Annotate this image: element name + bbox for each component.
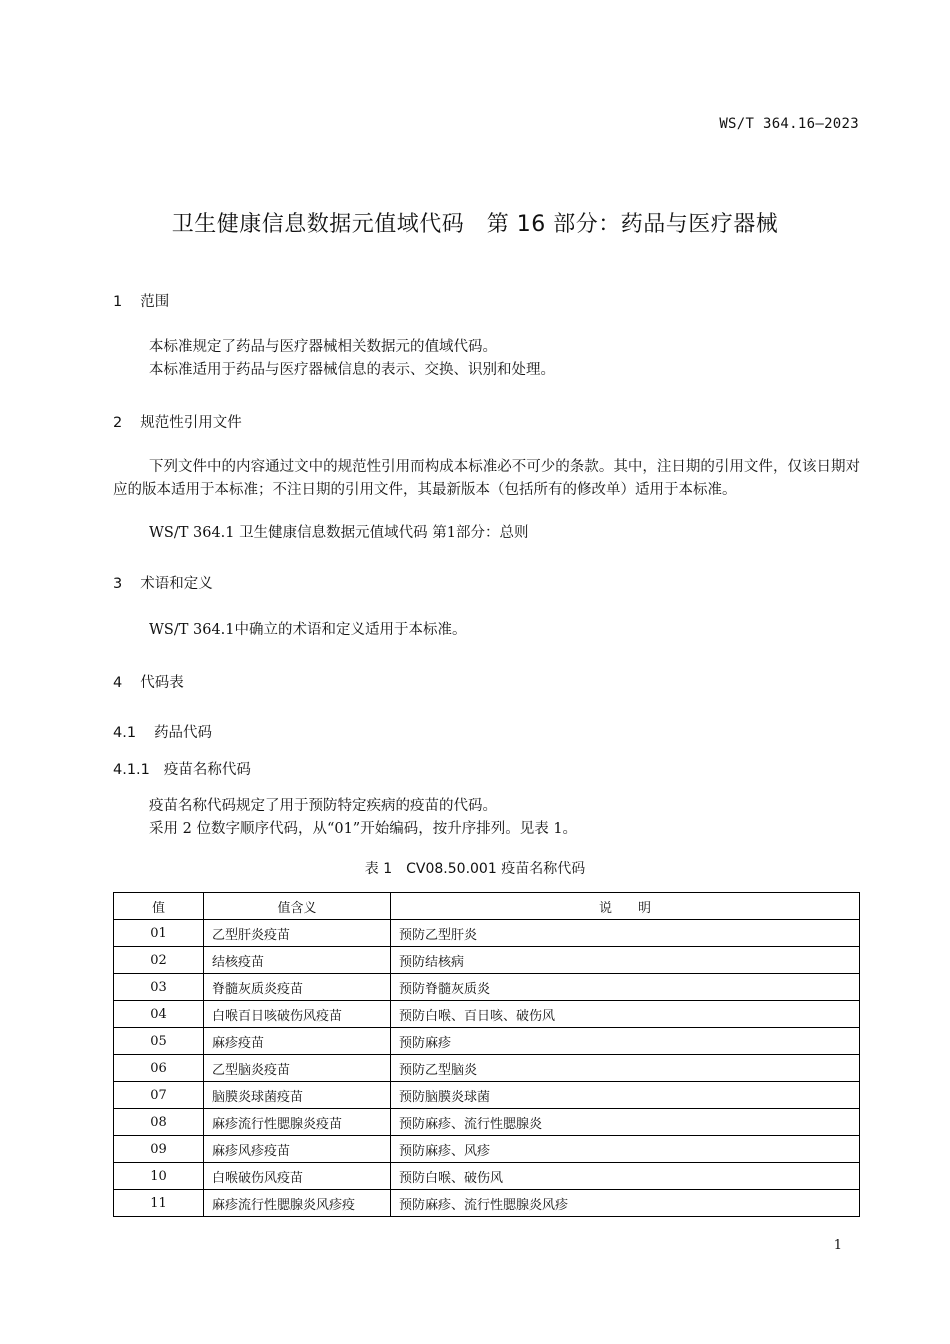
cell-value: 04 bbox=[114, 1001, 204, 1028]
cell-description: 预防乙型肝炎 bbox=[391, 920, 860, 947]
section-number: 4.1 bbox=[113, 725, 137, 741]
cell-meaning: 白喉百日咳破伤风疫苗 bbox=[204, 1001, 391, 1028]
cell-value: 05 bbox=[114, 1028, 204, 1055]
cell-meaning: 白喉破伤风疫苗 bbox=[204, 1163, 391, 1190]
cell-meaning: 脑膜炎球菌疫苗 bbox=[204, 1082, 391, 1109]
cell-description: 预防麻疹、风疹 bbox=[391, 1136, 860, 1163]
table-header-row bbox=[114, 893, 860, 920]
cell-description: 预防麻疹、流行性腮腺炎 bbox=[391, 1109, 860, 1136]
section-title: 术语和定义 bbox=[140, 576, 213, 592]
cell-value: 10 bbox=[114, 1163, 204, 1190]
cell-value: 03 bbox=[114, 974, 204, 1001]
table-row bbox=[114, 1163, 860, 1190]
page-title: 卫生健康信息数据元值域代码 第 16 部分：药品与医疗器械 bbox=[171, 212, 779, 237]
table-row bbox=[114, 947, 860, 974]
normative-reference: WS/T 364.1 卫生健康信息数据元值域代码 第1部分：总则 bbox=[149, 525, 529, 541]
table-row bbox=[114, 920, 860, 947]
section-number: 4 bbox=[113, 675, 123, 691]
section-title: 药品代码 bbox=[154, 725, 213, 741]
table-row bbox=[114, 1055, 860, 1082]
paragraph: 本标准规定了药品与医疗器械相关数据元的值域代码。 bbox=[149, 339, 497, 355]
cell-description: 预防白喉、破伤风 bbox=[391, 1163, 860, 1190]
cell-meaning: 结核疫苗 bbox=[204, 947, 391, 974]
section-number: 4.1.1 bbox=[113, 762, 150, 778]
section-4-heading bbox=[113, 671, 184, 692]
vaccine-code-table bbox=[113, 892, 860, 1217]
section-number: 3 bbox=[113, 576, 123, 592]
cell-meaning: 乙型脑炎疫苗 bbox=[204, 1055, 391, 1082]
cell-description: 预防结核病 bbox=[391, 947, 860, 974]
paragraph: 本标准适用于药品与医疗器械信息的表示、交换、识别和处理。 bbox=[149, 362, 555, 378]
cell-meaning: 麻疹流行性腮腺炎疫苗 bbox=[204, 1109, 391, 1136]
cell-value: 09 bbox=[114, 1136, 204, 1163]
table-row bbox=[114, 1028, 860, 1055]
paragraph: WS/T 364.1中确立的术语和定义适用于本标准。 bbox=[149, 622, 467, 638]
table-row bbox=[114, 1190, 860, 1217]
cell-value: 07 bbox=[114, 1082, 204, 1109]
section-number: 2 bbox=[113, 415, 123, 431]
cell-value: 08 bbox=[114, 1109, 204, 1136]
section-4-1-heading bbox=[113, 721, 212, 742]
cell-meaning: 麻疹风疹疫苗 bbox=[204, 1136, 391, 1163]
cell-value: 02 bbox=[114, 947, 204, 974]
cell-value: 01 bbox=[114, 920, 204, 947]
table-row bbox=[114, 974, 860, 1001]
paragraph: 采用 2 位数字顺序代码，从“01”开始编码，按升序排列。见表 1。 bbox=[149, 821, 578, 837]
cell-meaning: 麻疹疫苗 bbox=[204, 1028, 391, 1055]
table-row bbox=[114, 1001, 860, 1028]
cell-meaning: 脊髓灰质炎疫苗 bbox=[204, 974, 391, 1001]
cell-description: 预防脑膜炎球菌 bbox=[391, 1082, 860, 1109]
cell-meaning: 乙型肝炎疫苗 bbox=[204, 920, 391, 947]
section-title: 范围 bbox=[140, 294, 170, 310]
page-number: 1 bbox=[833, 1238, 842, 1253]
section-2-heading bbox=[113, 411, 242, 432]
section-title: 规范性引用文件 bbox=[140, 415, 242, 431]
cell-description: 预防脊髓灰质炎 bbox=[391, 974, 860, 1001]
column-header-description: 说 明 bbox=[391, 893, 860, 920]
cell-value: 06 bbox=[114, 1055, 204, 1082]
section-1-heading bbox=[113, 290, 169, 311]
section-number: 1 bbox=[113, 294, 123, 310]
cell-description: 预防白喉、百日咳、破伤风 bbox=[391, 1001, 860, 1028]
cell-description: 预防乙型脑炎 bbox=[391, 1055, 860, 1082]
section-3-heading bbox=[113, 572, 213, 593]
table-row bbox=[114, 1109, 860, 1136]
table-row bbox=[114, 1136, 860, 1163]
section-4-1-1-heading bbox=[113, 758, 251, 779]
cell-description: 预防麻疹 bbox=[391, 1028, 860, 1055]
document-code: WS/T 364.16—2023 bbox=[719, 116, 859, 132]
cell-description: 预防麻疹、流行性腮腺炎风疹 bbox=[391, 1190, 860, 1217]
table-row bbox=[114, 1082, 860, 1109]
section-title: 代码表 bbox=[140, 675, 184, 691]
column-header-value: 值 bbox=[114, 893, 204, 920]
cell-meaning: 麻疹流行性腮腺炎风疹疫 bbox=[204, 1190, 391, 1217]
cell-value: 11 bbox=[114, 1190, 204, 1217]
section-title: 疫苗名称代码 bbox=[163, 762, 251, 778]
table-caption: 表 1 CV08.50.001 疫苗名称代码 bbox=[364, 861, 586, 877]
paragraph: 下列文件中的内容通过文中的规范性引用而构成本标准必不可少的条款。其中，注日期的引用文件，仅该日期对应的版本适用于本标准；不注日期的引用文件，其最新版本（包括所有的修改单）适用于本标准。 bbox=[113, 459, 860, 498]
paragraph: 疫苗名称代码规定了用于预防特定疾病的疫苗的代码。 bbox=[149, 798, 497, 814]
column-header-meaning: 值含义 bbox=[204, 893, 391, 920]
